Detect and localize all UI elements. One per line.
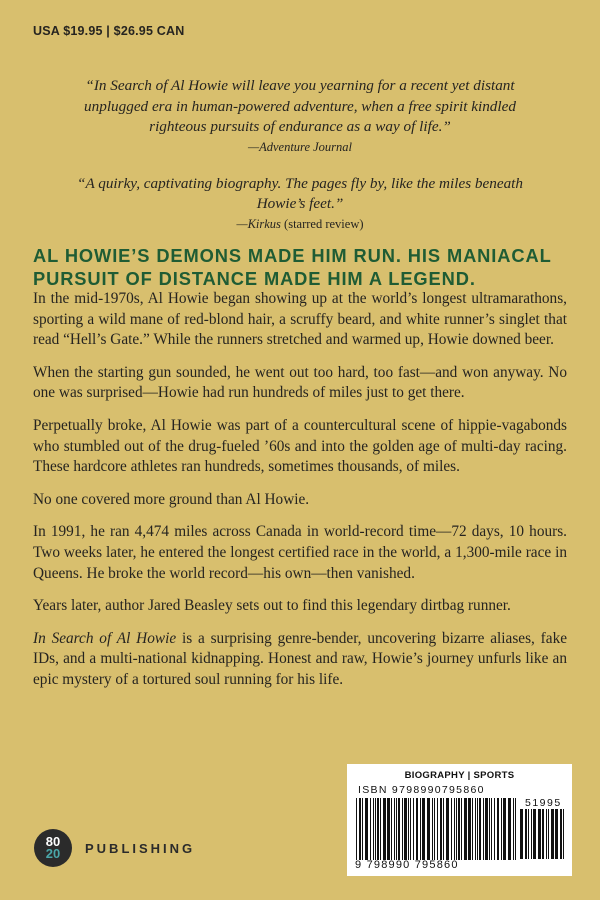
- quote-note: (starred review): [280, 216, 364, 231]
- barcode-label: [347, 764, 572, 876]
- quote-source: —Adventure Journal: [247, 139, 353, 154]
- barcode-icon: [356, 798, 516, 860]
- barcode-category: BIOGRAPHY | SPORTS: [404, 770, 515, 781]
- synopsis-paragraph: No one covered more ground than Al Howie.: [33, 490, 310, 508]
- headline: AL HOWIE’S DEMONS MADE HIM RUN. HIS MANIACAL PURSUIT OF DISTANCE MADE HIM A LEGEND.: [33, 245, 552, 289]
- quote-attribution: [60, 138, 540, 156]
- synopsis: [33, 289, 567, 703]
- review-quotes: [60, 76, 540, 233]
- price-code: 51995: [525, 797, 562, 809]
- book-title: In Search of Al Howie: [33, 629, 177, 647]
- logo-number-top: 80: [45, 834, 61, 849]
- logo-number-bottom: 20: [45, 846, 61, 861]
- publisher-logo: [34, 829, 72, 867]
- price-label: USA $19.95 | $26.95 CAN: [33, 24, 185, 38]
- quote-text: “A quirky, captivating biography. The pages fly by, like the miles beneath Howie’s feet.”: [77, 174, 523, 212]
- synopsis-paragraph: When the starting gun sounded, he went out too hard, too fast—and won anyway. No one was surprised—Howie had run hundreds of miles just to get there.: [33, 363, 567, 402]
- quote-text: “In Search of Al Howie will leave you yearning for a recent yet distant unplugged era in human-powered adventure, when a free spirit kindled righteous pursuits of endurance as a way of life.”: [84, 77, 516, 135]
- synopsis-paragraph: In 1991, he ran 4,474 miles across Canada in world-record time—72 days, 10 hours. Two weeks later, he entered the longest certified race in the world, a 1,300-mile race in Queens. He broke the world record—his own—then vanished.: [33, 523, 567, 582]
- review-quote: [60, 76, 540, 156]
- quote-attribution: [60, 215, 540, 233]
- synopsis-paragraph: Years later, author Jared Beasley sets out to find this legendary dirtbag runner.: [33, 597, 511, 615]
- review-quote: [60, 174, 540, 233]
- barcode-digits: 9 798990 795860: [355, 859, 459, 871]
- isbn-text: ISBN 9798990795860: [358, 784, 485, 796]
- synopsis-paragraph: Perpetually broke, Al Howie was part of a countercultural scene of hippie-vagabonds who stumbled out of the drug-fueled ’60s and into the golden age of multi-day racing. These hardcore athletes ran hundreds, sometimes thousands, of miles.: [33, 416, 567, 476]
- synopsis-paragraph: In the mid-1970s, Al Howie began showing up at the world’s longest ultramarathons, sporting a wild mane of red-blond hair, a scruffy beard, and white runner’s singlet that read “Hell’s Gate.” While the runners stretched and warmed up, Howie downed beer.: [33, 290, 567, 349]
- price-barcode-icon: [520, 809, 566, 859]
- synopsis-text: is a surprising genre-bender, uncovering bizarre aliases, fake IDs, and a multi-national kidnapping. Honest and raw, Howie’s journey unfurls like an epic mystery of a tortured soul running for his life.: [33, 629, 568, 688]
- publisher-name: PUBLISHING: [85, 841, 196, 856]
- synopsis-paragraph-last: [33, 629, 567, 691]
- quote-source: —Kirkus: [236, 216, 281, 231]
